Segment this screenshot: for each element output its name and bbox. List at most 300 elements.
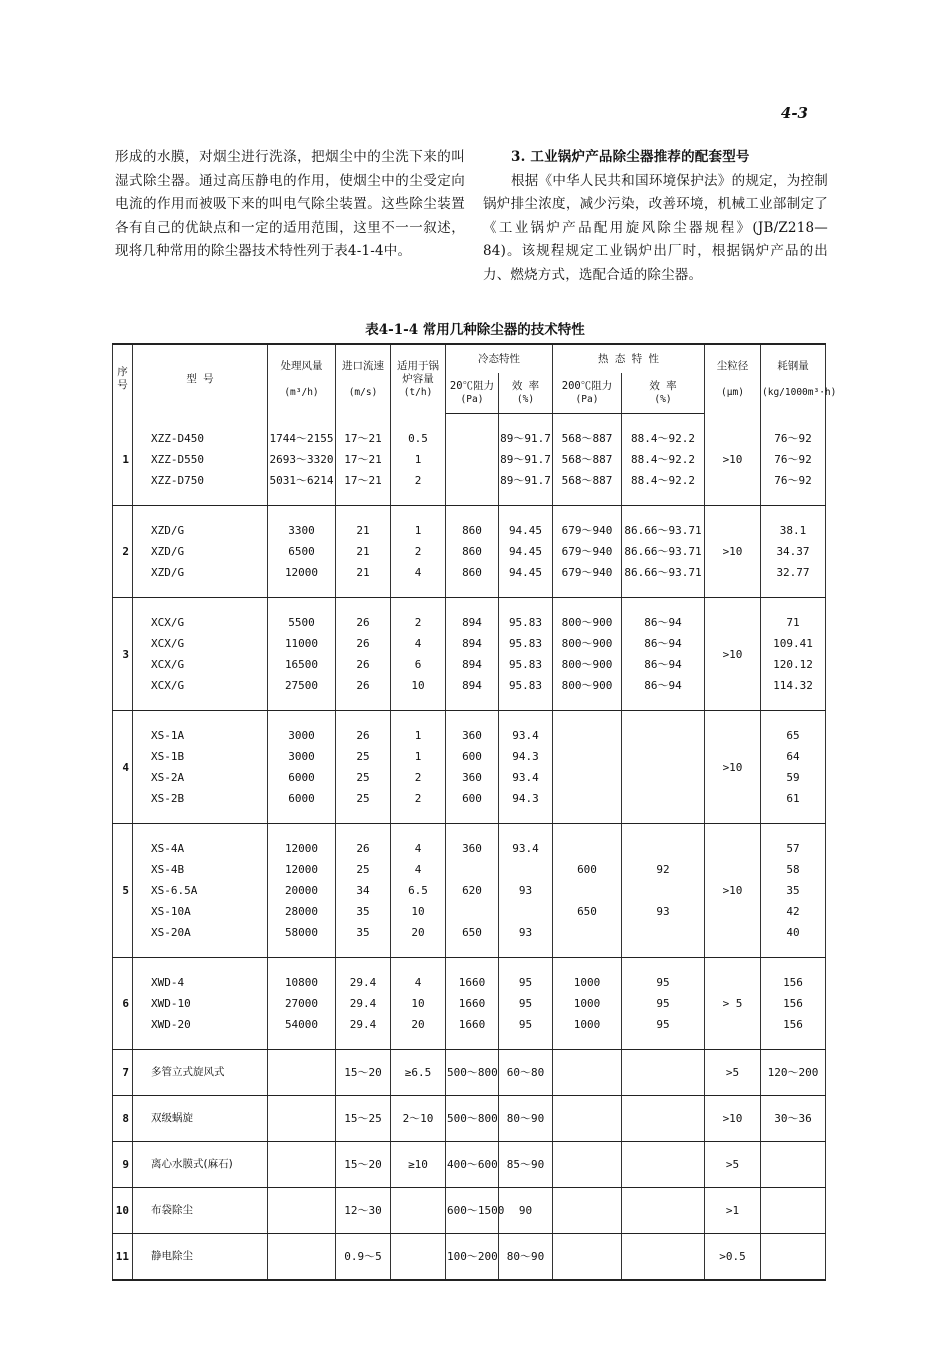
steel-value: 32.77	[776, 566, 810, 579]
hot-resist-value	[554, 746, 620, 767]
velocity-value: 21	[356, 524, 370, 537]
cold-eff-cell	[499, 1050, 553, 1096]
boiler-cell	[391, 414, 446, 506]
cold-eff-value: 93.4	[512, 771, 539, 784]
table-body	[113, 414, 826, 1281]
cold-resist-value	[447, 449, 497, 470]
steel-cell	[761, 711, 826, 824]
cold-eff-value	[500, 859, 551, 880]
cold-eff-cell	[499, 598, 553, 711]
model-value: XS-1B	[151, 750, 185, 763]
particle-cell: >5	[705, 1050, 761, 1096]
hot-resist-value: 800～900	[561, 658, 613, 671]
model-value: XCX/G	[151, 637, 185, 650]
cold-eff-value: 89～91.7	[500, 453, 551, 466]
hot-resist-cell	[553, 506, 622, 598]
model-cell	[133, 958, 268, 1050]
flow-value: 3300	[288, 524, 315, 537]
model-cell	[133, 1096, 268, 1142]
hot-resist-value: 679～940	[561, 524, 613, 537]
cold-resist-value: 500～800	[447, 1066, 498, 1079]
cold-resist-value: 1660	[458, 976, 486, 989]
hot-eff-cell	[622, 711, 705, 824]
cold-eff-value: 80～90	[506, 1112, 545, 1125]
flow-value: 2693～3320	[269, 452, 334, 466]
boiler-value: 10	[411, 997, 425, 1010]
velocity-value: 21	[356, 566, 370, 579]
flow-value: 12000	[284, 842, 319, 855]
hot-eff-value	[623, 1154, 703, 1175]
flow-value: 1744～2155	[269, 431, 334, 445]
table-row	[113, 1142, 826, 1188]
model-cell	[133, 598, 268, 711]
boiler-value: 20	[411, 926, 425, 939]
steel-value: 156	[783, 1018, 803, 1031]
cold-resist-cell	[446, 414, 499, 506]
steel-value: 120～200	[767, 1066, 819, 1079]
model-value: 静电除尘	[151, 1250, 193, 1262]
cold-eff-value: 93.4	[512, 842, 539, 855]
flow-cell	[268, 958, 336, 1050]
steel-value: 61	[786, 792, 800, 805]
cold-resist-value: 1660	[458, 1018, 486, 1031]
header-hot: 热 态 特 性	[553, 344, 705, 373]
steel-value: 38.1	[779, 524, 807, 537]
hot-resist-value	[554, 1154, 620, 1175]
row-number: 5	[113, 824, 133, 958]
page-number: 4-3	[780, 104, 808, 122]
cold-eff-value	[500, 901, 551, 922]
hot-eff-value	[623, 767, 703, 788]
boiler-value: 10	[411, 905, 425, 918]
steel-value: 120.12	[773, 658, 813, 671]
hot-eff-value	[623, 725, 703, 746]
hot-resist-cell	[553, 958, 622, 1050]
steel-value	[762, 1200, 824, 1221]
boiler-value: 0.5	[408, 431, 428, 445]
cold-resist-value: 600～1500	[447, 1204, 505, 1217]
flow-cell	[268, 824, 336, 958]
table-row	[113, 414, 826, 506]
hot-eff-value: 88.4～92.2	[631, 474, 695, 487]
particle-cell: >5	[705, 1142, 761, 1188]
hot-eff-value	[623, 880, 703, 901]
cold-eff-value: 93	[518, 884, 533, 897]
boiler-value	[392, 1200, 444, 1221]
hot-resist-value	[554, 1246, 620, 1267]
velocity-value: 12～30	[344, 1204, 382, 1217]
steel-value: 76～92	[774, 473, 812, 487]
table-row	[113, 1234, 826, 1281]
particle-cell: >10	[705, 824, 761, 958]
cold-resist-value: 600	[462, 750, 482, 763]
hot-eff-value	[623, 922, 703, 943]
flow-value: 12000	[284, 863, 319, 876]
table-row	[113, 506, 826, 598]
flow-value: 11000	[284, 637, 319, 650]
header-hot-eff: 效 率 (%)	[622, 373, 705, 414]
velocity-cell	[336, 1096, 391, 1142]
boiler-cell	[391, 824, 446, 958]
boiler-value: ≥10	[408, 1158, 428, 1171]
cold-resist-value: 894	[462, 679, 482, 692]
velocity-value: 29.4	[349, 976, 377, 989]
cold-resist-value: 860	[462, 524, 482, 537]
boiler-value: 4	[414, 566, 422, 579]
hot-eff-cell	[622, 1188, 705, 1234]
cold-eff-value: 60～80	[506, 1066, 545, 1079]
cold-resist-value	[447, 428, 497, 449]
hot-resist-value	[554, 788, 620, 809]
header-hot-resist: 200℃阻力 (Pa)	[553, 373, 622, 414]
particle-cell: >10	[705, 1096, 761, 1142]
table-row	[113, 1050, 826, 1096]
hot-eff-cell	[622, 414, 705, 506]
row-number: 2	[113, 506, 133, 598]
cold-eff-value: 89～91.7	[500, 432, 551, 445]
velocity-cell	[336, 506, 391, 598]
hot-resist-cell	[553, 1188, 622, 1234]
particle-cell: > 5	[705, 958, 761, 1050]
model-value: XCX/G	[151, 658, 185, 671]
hot-resist-value: 1000	[573, 997, 601, 1010]
flow-value: 6000	[288, 771, 315, 784]
cold-eff-value: 94.3	[512, 750, 539, 763]
velocity-value: 35	[356, 905, 370, 918]
cold-eff-value: 93.4	[512, 729, 539, 742]
hot-resist-cell	[553, 1096, 622, 1142]
hot-eff-value: 88.4～92.2	[631, 432, 695, 445]
dust-collector-table	[112, 343, 837, 1281]
hot-eff-value	[623, 1246, 703, 1267]
flow-cell	[268, 1188, 336, 1234]
cold-eff-value: 94.3	[512, 792, 539, 805]
velocity-value: 17～21	[344, 473, 382, 487]
hot-resist-value	[554, 880, 620, 901]
boiler-value: 20	[411, 1018, 425, 1031]
cold-resist-cell	[446, 1142, 499, 1188]
cold-resist-cell	[446, 958, 499, 1050]
hot-resist-cell	[553, 1234, 622, 1281]
cold-eff-value: 95.83	[508, 637, 543, 650]
velocity-cell	[336, 824, 391, 958]
cold-resist-cell	[446, 1096, 499, 1142]
model-value: XWD-4	[151, 976, 185, 989]
flow-value: 6500	[288, 545, 315, 558]
particle-cell: >0.5	[705, 1234, 761, 1281]
table-row	[113, 958, 826, 1050]
velocity-cell	[336, 958, 391, 1050]
flow-value: 6000	[288, 792, 315, 805]
table-title: 表4-1-4 常用几种除尘器的技术特性	[365, 322, 585, 338]
boiler-value: 2	[414, 771, 422, 784]
hot-eff-value: 95	[656, 997, 670, 1010]
row-number: 11	[113, 1234, 133, 1281]
steel-cell	[761, 824, 826, 958]
header-cold: 冷态特性	[446, 344, 553, 373]
hot-resist-value: 600	[577, 863, 597, 876]
header-boiler: 适用于锅炉容量 (t/h)	[391, 344, 446, 414]
steel-value	[762, 1246, 824, 1267]
velocity-value: 29.4	[349, 997, 377, 1010]
cold-eff-cell	[499, 414, 553, 506]
hot-resist-cell	[553, 414, 622, 506]
cold-eff-cell	[499, 958, 553, 1050]
steel-value: 114.32	[773, 679, 813, 692]
flow-value: 5500	[288, 616, 315, 629]
cold-eff-value: 95.83	[508, 616, 543, 629]
hot-eff-value: 88.4～92.2	[631, 453, 695, 466]
cold-eff-cell	[499, 506, 553, 598]
hot-eff-value	[623, 788, 703, 809]
cold-resist-cell	[446, 1050, 499, 1096]
boiler-value: 4	[414, 842, 422, 855]
cold-eff-value: 95	[518, 997, 533, 1010]
header-model: 型 号	[133, 344, 268, 414]
steel-cell	[761, 1050, 826, 1096]
steel-cell	[761, 506, 826, 598]
cold-resist-value: 100～200	[447, 1250, 498, 1263]
model-value: XS-2A	[151, 771, 185, 784]
cold-resist-value: 500～800	[447, 1112, 498, 1125]
boiler-cell	[391, 958, 446, 1050]
hot-resist-value: 679～940	[561, 545, 613, 558]
hot-resist-value: 679～940	[561, 566, 613, 579]
header-velocity: 进口流速 (m/s)	[336, 344, 391, 414]
model-value: XWD-20	[151, 1018, 191, 1031]
boiler-cell	[391, 1142, 446, 1188]
hot-eff-value: 86～94	[644, 637, 682, 650]
boiler-cell	[391, 506, 446, 598]
hot-resist-cell	[553, 711, 622, 824]
hot-eff-cell	[622, 1050, 705, 1096]
cold-resist-value	[447, 470, 497, 491]
model-value: 双级蜗旋	[151, 1112, 193, 1124]
steel-value: 35	[786, 884, 800, 897]
velocity-value: 25	[356, 771, 370, 784]
boiler-value: 1	[414, 729, 422, 742]
boiler-value: 4	[414, 863, 422, 876]
model-value: XWD-10	[151, 997, 191, 1010]
hot-eff-cell	[622, 1142, 705, 1188]
flow-value: 54000	[284, 1018, 319, 1031]
hot-eff-value: 93	[656, 905, 670, 918]
flow-value	[269, 1062, 334, 1083]
header-cold-resist: 20℃阻力 (Pa)	[446, 373, 499, 414]
flow-value	[269, 1108, 334, 1129]
model-value: XS-2B	[151, 792, 185, 805]
row-number: 9	[113, 1142, 133, 1188]
steel-value: 58	[786, 863, 800, 876]
steel-value: 109.41	[773, 637, 813, 650]
cold-resist-cell	[446, 598, 499, 711]
boiler-cell	[391, 711, 446, 824]
velocity-cell	[336, 1142, 391, 1188]
steel-cell	[761, 598, 826, 711]
model-value: XZZ-D550	[151, 452, 204, 466]
table-row	[113, 824, 826, 958]
cold-eff-value: 95.83	[508, 658, 543, 671]
boiler-value	[392, 1246, 444, 1267]
header-steel: 耗钢量 (kg/1000m³·h)	[761, 344, 826, 414]
boiler-cell	[391, 1234, 446, 1281]
cold-resist-value: 650	[462, 926, 482, 939]
particle-cell: >10	[705, 711, 761, 824]
velocity-value: 17～21	[344, 431, 382, 445]
right-paragraph: 根据《中华人民共和国环境保护法》的规定，为控制锅炉排尘浓度，减少污染，改善环境，机械工业部制定了《工业锅炉产品配用旋风除尘器规程》(JB/Z218—84)。该规程规定工业锅炉出厂时，根据锅炉产品的出力、燃烧方式，选配合适的除尘器。	[483, 172, 828, 283]
flow-value: 3000	[288, 729, 315, 742]
model-cell	[133, 824, 268, 958]
model-value: XZD/G	[151, 545, 185, 558]
hot-resist-value	[554, 838, 620, 859]
hot-eff-value: 86.66～93.71	[624, 545, 702, 558]
flow-value: 10800	[284, 976, 319, 989]
model-value: XS-4A	[151, 842, 185, 855]
velocity-value: 26	[356, 842, 370, 855]
model-value: XS-20A	[151, 926, 191, 939]
steel-value: 65	[786, 729, 800, 742]
hot-resist-value: 568～887	[561, 453, 613, 466]
hot-eff-cell	[622, 506, 705, 598]
boiler-value: 1	[414, 452, 422, 466]
flow-value: 12000	[284, 566, 319, 579]
flow-cell	[268, 1234, 336, 1281]
flow-cell	[268, 598, 336, 711]
hot-resist-value: 650	[577, 905, 597, 918]
cold-resist-value: 860	[462, 566, 482, 579]
hot-resist-value	[554, 1062, 620, 1083]
hot-eff-value: 86～94	[644, 658, 682, 671]
steel-value: 76～92	[774, 431, 812, 445]
model-cell	[133, 414, 268, 506]
model-cell	[133, 1234, 268, 1281]
flow-value: 3000	[288, 750, 315, 763]
model-value: XS-10A	[151, 905, 191, 918]
boiler-value: 2	[414, 545, 422, 558]
flow-cell	[268, 506, 336, 598]
cold-resist-value: 894	[462, 616, 482, 629]
row-number: 6	[113, 958, 133, 1050]
boiler-cell	[391, 1050, 446, 1096]
hot-resist-value: 568～887	[561, 474, 613, 487]
hot-resist-value	[554, 1108, 620, 1129]
hot-eff-value	[623, 1200, 703, 1221]
steel-value: 30～36	[774, 1112, 812, 1125]
steel-value: 42	[786, 905, 800, 918]
model-cell	[133, 1050, 268, 1096]
hot-eff-value: 86～94	[644, 616, 682, 629]
velocity-value: 26	[356, 729, 370, 742]
hot-eff-value	[623, 838, 703, 859]
steel-cell	[761, 958, 826, 1050]
cold-eff-value: 80～90	[506, 1250, 545, 1263]
particle-cell: >1	[705, 1188, 761, 1234]
velocity-value: 26	[356, 658, 370, 671]
cold-eff-value: 95	[518, 976, 533, 989]
velocity-value: 15～20	[344, 1066, 382, 1079]
row-number: 3	[113, 598, 133, 711]
hot-eff-value: 86～94	[644, 679, 682, 692]
row-number: 10	[113, 1188, 133, 1234]
hot-resist-value: 800～900	[561, 637, 613, 650]
steel-cell	[761, 1188, 826, 1234]
left-column	[115, 146, 465, 264]
cold-resist-value	[447, 859, 497, 880]
model-value: 离心水膜式(麻石)	[151, 1158, 233, 1170]
model-value: XZD/G	[151, 524, 185, 537]
cold-resist-cell	[446, 1234, 499, 1281]
steel-value: 34.37	[776, 545, 810, 558]
boiler-value: 1	[414, 524, 422, 537]
hot-resist-value	[554, 922, 620, 943]
particle-cell: >10	[705, 598, 761, 711]
cold-eff-value: 95	[518, 1018, 533, 1031]
boiler-value: 10	[411, 679, 425, 692]
hot-resist-value: 800～900	[561, 679, 613, 692]
hot-eff-value	[623, 746, 703, 767]
model-cell	[133, 506, 268, 598]
velocity-value: 35	[356, 926, 370, 939]
boiler-cell	[391, 1096, 446, 1142]
cold-resist-value: 894	[462, 658, 482, 671]
row-number: 4	[113, 711, 133, 824]
flow-value	[269, 1246, 334, 1267]
cold-eff-cell	[499, 1096, 553, 1142]
cold-resist-value: 360	[462, 771, 482, 784]
velocity-value: 26	[356, 637, 370, 650]
cold-eff-value: 89～91.7	[500, 474, 551, 487]
steel-value: 156	[783, 976, 803, 989]
cold-eff-value: 90	[518, 1204, 533, 1217]
hot-eff-value: 95	[656, 1018, 670, 1031]
hot-resist-value	[554, 1200, 620, 1221]
cold-eff-value: 94.45	[508, 524, 543, 537]
hot-eff-cell	[622, 1234, 705, 1281]
header-flow: 处理风量 (m³/h)	[268, 344, 336, 414]
steel-cell	[761, 414, 826, 506]
velocity-value: 26	[356, 616, 370, 629]
hot-eff-cell	[622, 598, 705, 711]
cold-eff-value: 85～90	[506, 1158, 545, 1171]
row-number: 7	[113, 1050, 133, 1096]
hot-eff-value	[623, 1108, 703, 1129]
velocity-value: 25	[356, 792, 370, 805]
flow-cell	[268, 1050, 336, 1096]
cold-resist-value: 1660	[458, 997, 486, 1010]
cold-resist-value: 360	[462, 729, 482, 742]
steel-value: 64	[786, 750, 800, 763]
cold-eff-cell	[499, 824, 553, 958]
hot-resist-cell	[553, 1050, 622, 1096]
boiler-value: ≥6.5	[404, 1066, 432, 1079]
header-seq: 序号	[113, 344, 133, 414]
boiler-value: 6	[414, 658, 422, 671]
model-value: XCX/G	[151, 616, 185, 629]
hot-resist-cell	[553, 824, 622, 958]
flow-cell	[268, 1142, 336, 1188]
model-cell	[133, 711, 268, 824]
model-value: XZZ-D750	[151, 473, 204, 487]
model-value: XZZ-D450	[151, 431, 204, 445]
velocity-cell	[336, 711, 391, 824]
cold-eff-cell	[499, 1234, 553, 1281]
steel-value: 40	[786, 926, 800, 939]
steel-value: 71	[786, 616, 800, 629]
steel-value: 156	[783, 997, 803, 1010]
cold-resist-value: 360	[462, 842, 482, 855]
cold-resist-cell	[446, 711, 499, 824]
hot-eff-value: 86.66～93.71	[624, 566, 702, 579]
